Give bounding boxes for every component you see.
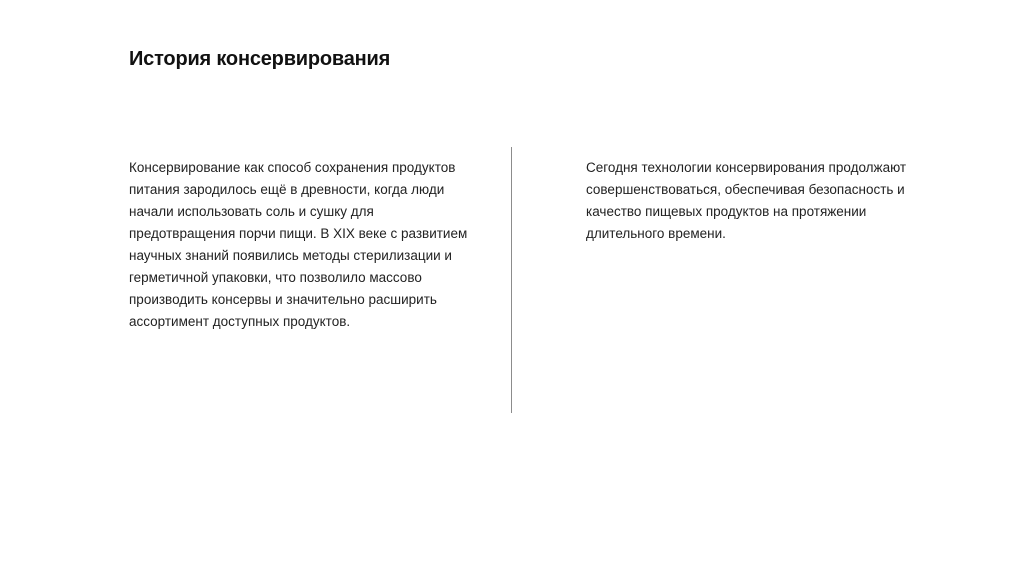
right-text-block: Сегодня технологии консервирования продолжают совершенствоваться, обеспечивая безопасность и качество пищевых продуктов на протяжении длительного времени. bbox=[586, 160, 907, 241]
column-divider bbox=[511, 147, 512, 413]
slide-title: История консервирования bbox=[129, 48, 391, 70]
left-text-block: Консервирование как способ сохранения продуктов питания зародилось ещё в древности, когда люди начали использовать соль и сушку для предотвращения порчи пищи. В XIX веке с развитием научных знаний появились методы стерилизации и герметичной упаковки, что позволило массово производить консервы и значительно расширить ассортимент доступных продуктов. bbox=[129, 160, 468, 329]
